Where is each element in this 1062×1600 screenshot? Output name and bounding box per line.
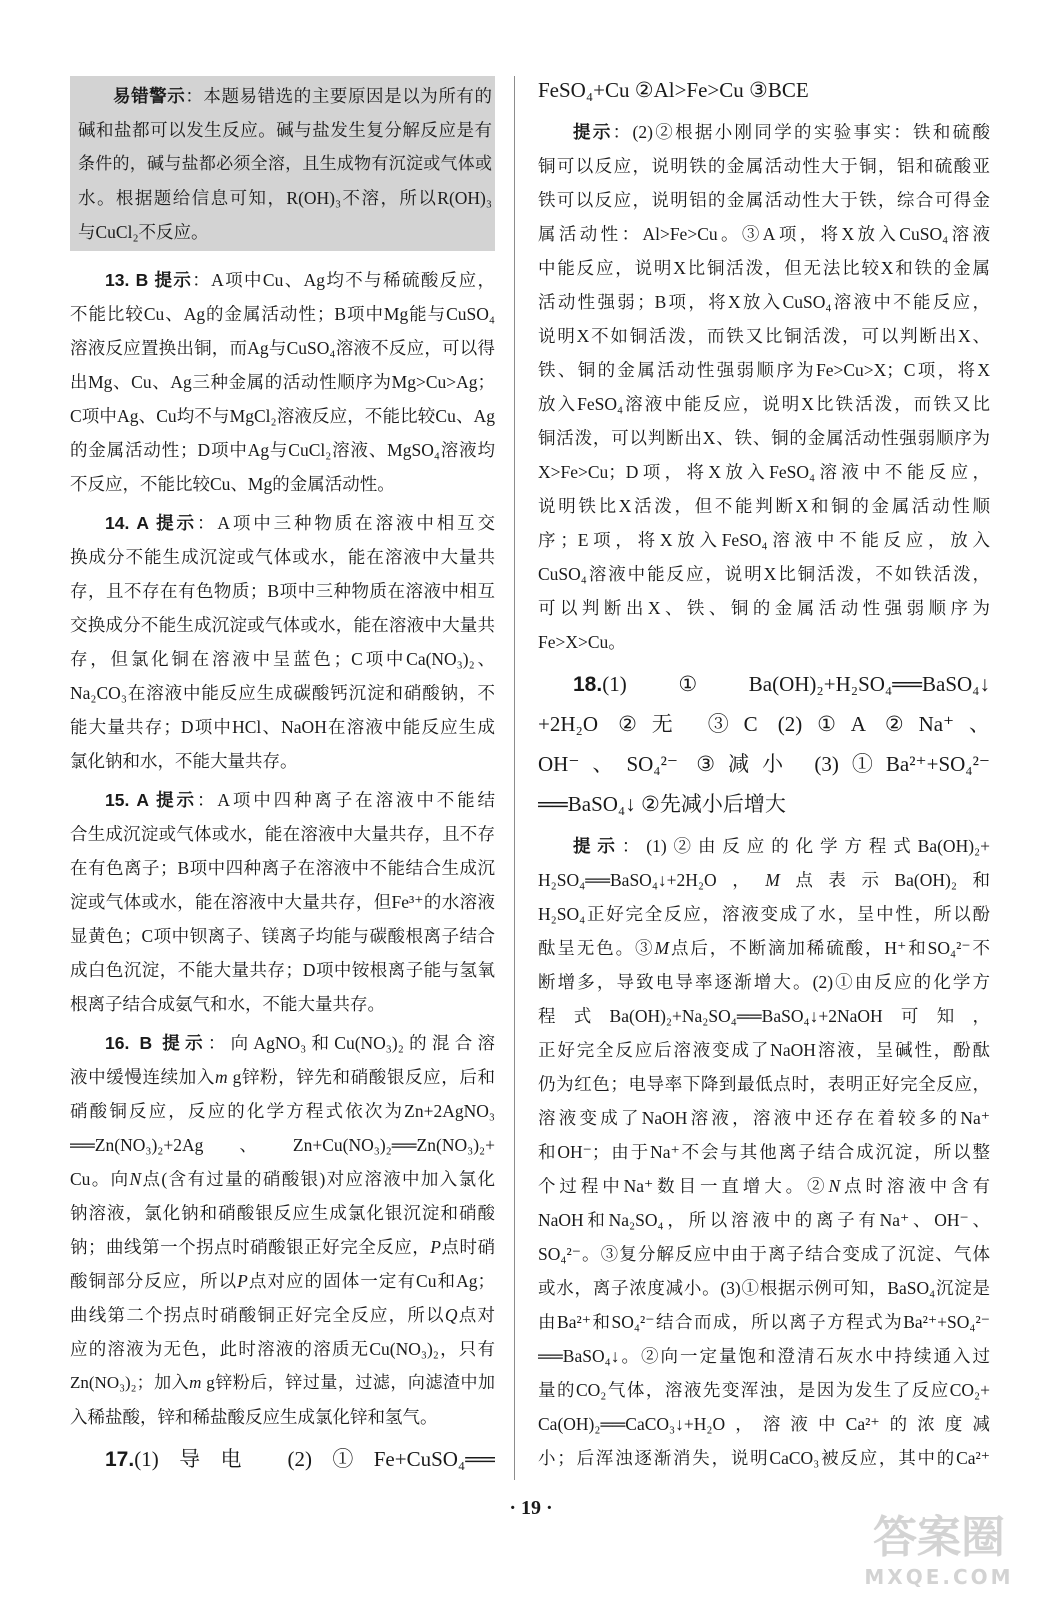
text-line — [70, 1128, 495, 1162]
answer-paragraph — [538, 115, 990, 659]
text-run: SO₄²⁻。③复分解反应中由于离子结合变成了沉淀、气体 — [538, 1244, 990, 1264]
text-run: 程式Ba(OH)₂+Na₂SO₄══BaSO₄↓+2NaOH可知， — [538, 1006, 990, 1026]
bold-label: 17. — [105, 1448, 135, 1471]
text-run: Zn(NO₃)₂；加入 — [70, 1373, 190, 1392]
italic-symbol: P — [430, 1237, 441, 1257]
text-line — [538, 744, 990, 784]
text-line — [538, 664, 990, 704]
text-run: 属活动性：Al>Fe>Cu。③A项，将X放入CuSO₄溶液 — [538, 224, 990, 244]
text-run: 和OH⁻；由于Na⁺不会与其他离子结合成沉淀，所以整 — [538, 1142, 990, 1162]
text-line — [538, 784, 990, 824]
text-line — [70, 919, 495, 953]
text-line — [70, 1162, 495, 1196]
text-run: 曲线第二个拐点时硝酸铜正好完全反应，所以 — [70, 1305, 445, 1325]
text-run: 点表示Ba(OH)₂和 — [779, 870, 990, 890]
watermark-logo-text: 答案圈 — [873, 1512, 1005, 1563]
text-line — [538, 489, 990, 523]
text-run: (1)①Ba(OH)₂+H₂SO₄══BaSO₄↓ — [602, 672, 990, 696]
text-line — [538, 1339, 990, 1373]
text-run: ：A项中Cu、Ag均不与稀硫酸反应， — [192, 270, 495, 290]
bold-label: 提示 — [152, 1033, 208, 1053]
text-line — [70, 817, 495, 851]
italic-symbol: M — [654, 938, 670, 958]
text-line — [70, 1196, 495, 1230]
text-line — [70, 851, 495, 885]
text-run: 溶液变成了NaOH溶液，溶液中还存在着较多的Na⁺ — [538, 1108, 990, 1128]
watermark-logo — [844, 1512, 1034, 1590]
text-line — [78, 147, 492, 181]
text-run: (1)导电 (2)①Fe+CuSO₄══ — [134, 1447, 495, 1471]
text-run: 中能反应，说明X比铜活泼，但无法比较X和铁的金属 — [538, 258, 990, 278]
italic-symbol: M — [765, 870, 780, 890]
text-line — [538, 217, 990, 251]
text-run: ：(2)②根据小刚同学的实验事实：铁和硫酸 — [612, 122, 990, 142]
text-run: ：向AgNO₃和Cu(NO₃)₂的混合溶 — [207, 1033, 495, 1053]
text-run: 条件的，碱与盐都必须全溶，且生成物有沉淀或气体或 — [78, 154, 492, 173]
text-run: 说明铁比X活泼，但不能判断X和铜的金属活动性顺 — [538, 496, 990, 516]
bold-label: 18. — [573, 673, 603, 696]
text-run: ══BaSO₄↓ ②先减小后增大 — [538, 792, 786, 816]
text-line — [70, 399, 495, 433]
bold-label: 14. A — [105, 513, 149, 533]
text-run: 铁可以反应，说明铝的金属活动性大于铁，综合可得金 — [538, 190, 990, 210]
text-line — [538, 285, 990, 319]
text-line — [70, 467, 495, 501]
text-run: 交换成分不能生成沉淀或气体或水，能在溶液中大量共 — [70, 615, 495, 635]
text-line — [78, 181, 492, 215]
answer-paragraph — [70, 783, 495, 1021]
text-line — [70, 1298, 495, 1332]
text-run: NaOH和Na₂SO₄，所以溶液中的离子有Na⁺、OH⁻、 — [538, 1210, 990, 1230]
text-run: 显黄色；C项中钡离子、镁离子均能与碳酸根离子结合 — [70, 926, 495, 946]
text-run: ══BaSO₄↓。②向一定量饱和澄清石灰水中持续通入过 — [538, 1346, 990, 1366]
text-line — [70, 1060, 495, 1094]
text-run: +2H₂O ②无 ③C (2)①A ②Na⁺、 — [538, 712, 990, 736]
text-run: 点对 — [457, 1305, 495, 1325]
text-line — [70, 676, 495, 710]
text-run: 淀或气体或水，能在溶液中大量共存，但Fe³⁺的水溶液 — [70, 892, 495, 912]
text-run: 钠；曲线第一个拐点时硝酸银正好完全反应， — [70, 1237, 431, 1257]
text-line — [538, 557, 990, 591]
italic-symbol: N — [828, 1176, 841, 1196]
left-column — [70, 76, 495, 1479]
text-line — [538, 625, 990, 659]
text-line — [70, 710, 495, 744]
text-line — [70, 540, 495, 574]
text-line — [70, 574, 495, 608]
text-run: 小；后浑浊逐渐消失，说明CaCO₃被反应，其中的Ca²⁺ — [538, 1448, 990, 1468]
text-line — [70, 1094, 495, 1128]
text-line — [538, 1441, 990, 1475]
text-line — [538, 931, 990, 965]
text-run: 活动性强弱；B项，将X放入CuSO₄溶液中不能反应， — [538, 292, 990, 312]
text-run: 存，但氯化铜在溶液中呈蓝色；C项中Ca(NO₃)₂、 — [70, 649, 495, 669]
italic-symbol: m — [214, 1067, 228, 1087]
answer-paragraph — [70, 1026, 495, 1434]
text-line — [70, 953, 495, 987]
text-run: ：A项中三种物质在溶液中相互交 — [196, 513, 495, 533]
italic-symbol: P — [237, 1271, 248, 1291]
answer-paragraph — [538, 70, 990, 110]
text-run: 入稀盐酸，锌和稀盐酸反应生成氯化锌和氢气。 — [70, 1407, 438, 1427]
text-line — [70, 1026, 495, 1060]
text-run: 铜可以反应，说明铁的金属活动性大于铜，铝和硫酸亚 — [538, 156, 990, 176]
text-run: 钠溶液，氯化钠和硝酸银反应生成氯化银沉淀和硝酸 — [70, 1203, 495, 1223]
text-run: H₂SO₄正好完全反应，溶液变成了水，呈中性，所以酚 — [538, 904, 990, 924]
text-run: H₂SO₄══BaSO₄↓+2H₂O， — [538, 870, 766, 890]
text-run: 序；E项，将X放入FeSO₄溶液中不能反应，放入 — [538, 530, 990, 550]
text-line — [538, 183, 990, 217]
right-column — [538, 70, 990, 1475]
text-run: 铁、铜的金属活动性强弱顺序为Fe>Cu>X；C项，将X — [538, 360, 990, 380]
text-line — [538, 149, 990, 183]
bold-label: 提示 — [148, 513, 197, 533]
text-run: ：A项中四种离子在溶液中不能结 — [196, 790, 495, 810]
text-run: 断增多，导致电导率逐渐增大。(2)①由反应的化学方 — [538, 972, 990, 992]
text-run: 水。根据题给信息可知，R(OH)₃不溶，所以R(OH)₃ — [78, 188, 492, 208]
bold-label: 16. B — [105, 1033, 153, 1053]
text-run: 出Mg、Cu、Ag三种金属的活动性顺序为Mg>Cu>Ag； — [70, 372, 495, 392]
text-line — [78, 215, 492, 249]
text-line — [538, 704, 990, 744]
text-run: 由Ba²⁺和SO₄²⁻结合而成，所以离子方程式为Ba²⁺+SO₄²⁻ — [538, 1312, 990, 1332]
text-line — [70, 506, 495, 540]
text-line — [78, 113, 492, 147]
text-line — [538, 353, 990, 387]
text-run: 存，且不存在有色物质；B项中三种物质在溶液中相互 — [70, 581, 495, 601]
text-run: X>Fe>Cu；D项，将X放入FeSO₄溶液中不能反应， — [538, 462, 990, 482]
bold-label: 13. B — [105, 270, 149, 290]
bold-label: 提示 — [148, 270, 193, 290]
text-run: 可以判断出X、铁、铜的金属活动性强弱顺序为 — [538, 598, 990, 618]
bold-label: 易错警示 — [113, 86, 186, 106]
text-run: 酸铜部分反应，所以 — [70, 1271, 238, 1291]
text-line — [538, 1067, 990, 1101]
text-line — [538, 1271, 990, 1305]
text-run: 量的CO₂气体，溶液先变浑浊，是因为发生了反应CO₂+ — [538, 1380, 990, 1400]
text-run: 不能比较Cu、Ag的金属活动性；B项中Mg能与CuSO₄ — [70, 304, 495, 324]
text-line — [70, 987, 495, 1021]
text-run: Fe>X>Cu。 — [538, 632, 626, 652]
text-run: 氯化钠和水，不能大量共存。 — [70, 751, 298, 771]
text-line — [538, 1135, 990, 1169]
text-line — [538, 523, 990, 557]
text-run: 不反应，不能比较Cu、Mg的金属活动性。 — [70, 474, 395, 494]
text-line — [70, 1439, 495, 1479]
answer-paragraph — [70, 506, 495, 778]
text-run: 合生成沉淀或气体或水，能在溶液中大量共存，且不存 — [70, 824, 495, 844]
watermark-site-text: MXQE.COM — [864, 1565, 1014, 1589]
text-run: 放入FeSO₄溶液中能反应，说明X比铁活泼，而铁又比 — [538, 394, 990, 414]
text-line — [538, 455, 990, 489]
text-line — [70, 1366, 495, 1400]
text-run: Ca(OH)₂══CaCO₃↓+H₂O，溶液中Ca²⁺的浓度减 — [538, 1414, 990, 1434]
text-run: 点后，不断滴加稀硫酸，H⁺和SO₄²⁻不 — [669, 938, 990, 958]
text-line — [538, 999, 990, 1033]
text-line — [538, 319, 990, 353]
text-run: 换成分不能生成沉淀或气体或水，能在溶液中大量共 — [70, 547, 495, 567]
text-line — [78, 79, 492, 113]
text-run: 个过程中Na⁺数目一直增大。② — [538, 1176, 829, 1196]
italic-symbol: Q — [444, 1305, 458, 1325]
error-warning-box — [70, 76, 495, 251]
text-run: 铜活泼，可以判断出X、铁、铜的金属活动性强弱顺序为 — [538, 428, 990, 448]
italic-symbol: m — [189, 1373, 202, 1392]
answer-paragraph — [538, 829, 990, 1475]
text-run: FeSO₄+Cu ②Al>Fe>Cu ③BCE — [538, 78, 809, 102]
text-line — [538, 421, 990, 455]
bold-label: 15. A — [105, 790, 149, 810]
text-run: 能大量共存；D项中HCl、NaOH在溶液中能反应生成 — [70, 717, 495, 737]
text-run: 根离子结合成氨气和水，不能大量共存。 — [70, 994, 385, 1014]
text-run: 或水，离子浓度减小。(3)①根据示例可知，BaSO₄沉淀是 — [538, 1278, 990, 1298]
text-run: CuSO₄溶液中能反应，说明X比铜活泼，不如铁活泼， — [538, 564, 990, 584]
text-run: 点时硝 — [440, 1237, 495, 1257]
text-run: Cu。向 — [70, 1169, 130, 1189]
text-line — [538, 1169, 990, 1203]
text-line — [70, 1264, 495, 1298]
text-run: ：本题易错选的主要原因是以为所有的 — [185, 86, 492, 106]
text-run: 在有色离子；B项中四种离子在溶液中不能结合生成沉 — [70, 858, 495, 878]
text-line — [538, 1305, 990, 1339]
text-run: 硝酸铜反应，反应的化学方程式依次为Zn+2AgNO₃ — [70, 1101, 495, 1121]
text-run: 点(含有过量的硝酸银)对应溶液中加入氯化 — [141, 1169, 495, 1189]
text-line — [538, 1373, 990, 1407]
text-run: 成白色沉淀，不能大量共存；D项中铵根离子能与氢氧 — [70, 960, 495, 980]
text-run: 正好完全反应后溶液变成了NaOH溶液，呈碱性，酚酞 — [538, 1040, 990, 1060]
text-run: C项中Ag、Cu均不与MgCl₂溶液反应，不能比较Cu、Ag — [70, 406, 495, 426]
text-line — [538, 829, 990, 863]
bold-label: 提示 — [148, 790, 197, 810]
text-run: 液中缓慢连续加入 — [70, 1067, 215, 1087]
text-line — [70, 365, 495, 399]
text-run: 点时溶液中含有 — [840, 1176, 990, 1196]
text-line — [538, 1407, 990, 1441]
answer-paragraph — [70, 263, 495, 501]
italic-symbol: N — [129, 1169, 142, 1189]
text-line — [538, 897, 990, 931]
text-line — [538, 863, 990, 897]
text-run: ：(1)②由反应的化学方程式Ba(OH)₂+ — [621, 836, 990, 856]
text-run: 的金属活动性；D项中Ag与CuCl₂溶液、MgSO₄溶液均 — [70, 440, 495, 460]
text-run: 说明X不如铜活泼，而铁又比铜活泼，可以判断出X、 — [538, 326, 990, 346]
text-line — [70, 297, 495, 331]
answer-paragraph — [70, 1439, 495, 1479]
text-run: 酞呈无色。③ — [538, 938, 655, 958]
text-line — [70, 642, 495, 676]
bold-label: 提示 — [573, 122, 613, 142]
text-line — [70, 1230, 495, 1264]
text-line — [538, 591, 990, 625]
text-line — [70, 783, 495, 817]
text-run: Na₂CO₃在溶液中能反应生成碳酸钙沉淀和硝酸钠，不 — [70, 683, 495, 703]
text-line — [70, 331, 495, 365]
text-line — [538, 965, 990, 999]
text-line — [70, 885, 495, 919]
text-line — [538, 1101, 990, 1135]
text-line — [538, 1203, 990, 1237]
page-number: · 19 · — [509, 1497, 553, 1519]
text-run: 应的溶液为无色，此时溶液的溶质无Cu(NO₃)₂，只有 — [70, 1339, 495, 1359]
text-line — [538, 115, 990, 149]
text-run: 溶液反应置换出铜，而Ag与CuSO₄溶液不反应，可以得 — [70, 338, 495, 358]
text-line — [70, 1400, 495, 1434]
text-line — [538, 1033, 990, 1067]
text-run: g锌粉，锌先和硝酸银反应，后和 — [227, 1067, 495, 1087]
text-line — [70, 744, 495, 778]
bold-label: 提示 — [573, 836, 622, 856]
text-run: 点对应的固体一定有Cu和Ag； — [247, 1271, 495, 1291]
text-line — [70, 608, 495, 642]
text-line — [538, 251, 990, 285]
text-run: g锌粉后，锌过量，过滤，向滤渣中加 — [201, 1373, 495, 1392]
text-run: 仍为红色；电导率下降到最低点时，表明正好完全反应， — [538, 1074, 990, 1094]
answer-paragraph — [538, 664, 990, 824]
text-line — [538, 70, 990, 110]
text-run: OH⁻、SO₄²⁻ ③减小 (3)①Ba²⁺+SO₄²⁻ — [538, 752, 990, 776]
text-run: 碱和盐都可以发生反应。碱与盐发生复分解反应是有 — [78, 120, 492, 140]
text-line — [70, 1332, 495, 1366]
text-line — [538, 1237, 990, 1271]
text-line — [538, 387, 990, 421]
text-line — [70, 263, 495, 297]
text-line — [70, 433, 495, 467]
text-run: ══Zn(NO₃)₂+2Ag、Zn+Cu(NO₃)₂══Zn(NO₃)₂+ — [70, 1135, 495, 1155]
column-divider — [514, 76, 515, 1480]
text-run: 与CuCl₂不反应。 — [78, 222, 209, 242]
